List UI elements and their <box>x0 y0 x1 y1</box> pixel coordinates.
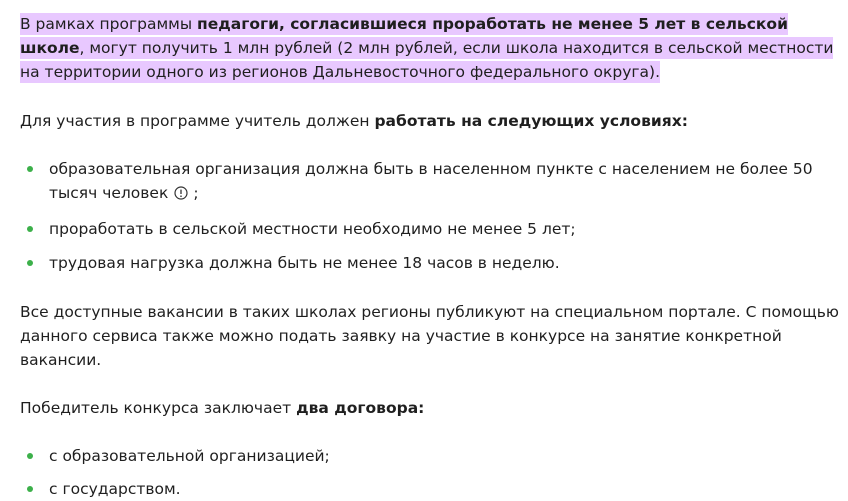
contracts-intro-bold: два договора: <box>296 399 425 417</box>
condition-text: проработать в сельской местности необходимо не менее 5 лет; <box>49 220 576 238</box>
condition-suffix: ; <box>193 184 199 202</box>
contracts-intro-paragraph <box>20 396 842 420</box>
list-item: с образовательной организацией; <box>20 444 842 468</box>
list-item <box>20 251 842 275</box>
conditions-intro-bold: работать на следующих условиях: <box>374 112 688 130</box>
list-item: с государством. <box>20 477 842 501</box>
intro-text-start: В рамках программы <box>20 15 198 33</box>
contracts-intro-text: Победитель конкурса заключает <box>20 399 297 417</box>
condition-text: трудовая нагрузка должна быть не менее 18 часов в неделю. <box>49 254 560 272</box>
intro-text-end: , могут получить 1 млн рублей (2 млн рублей, если школа находится в сельской местности на территории одного из регионов Дальневосточного федерального округа). <box>20 39 834 81</box>
conditions-intro-paragraph <box>20 109 842 133</box>
contracts-list <box>20 444 842 501</box>
intro-paragraph <box>20 12 842 84</box>
list-item <box>20 217 842 241</box>
highlighted-text <box>20 13 833 83</box>
intro-text-bold: педагоги, согласившиеся проработать не менее 5 лет в сельской школе <box>20 15 788 57</box>
info-circle-icon[interactable] <box>174 183 188 207</box>
conditions-intro-text: Для участия в программе учитель должен <box>20 112 375 130</box>
list-item <box>20 157 842 207</box>
conditions-list <box>20 157 842 275</box>
condition-text: образовательная организация должна быть в населенном пункте с населением не более 50 тысяч человек <box>49 160 813 202</box>
portal-paragraph: Все доступные вакансии в таких школах регионы публикуют на специальном портале. С помощью данного сервиса также можно подать заявку на участие в конкурсе на занятие конкретной вакансии. <box>20 303 839 369</box>
